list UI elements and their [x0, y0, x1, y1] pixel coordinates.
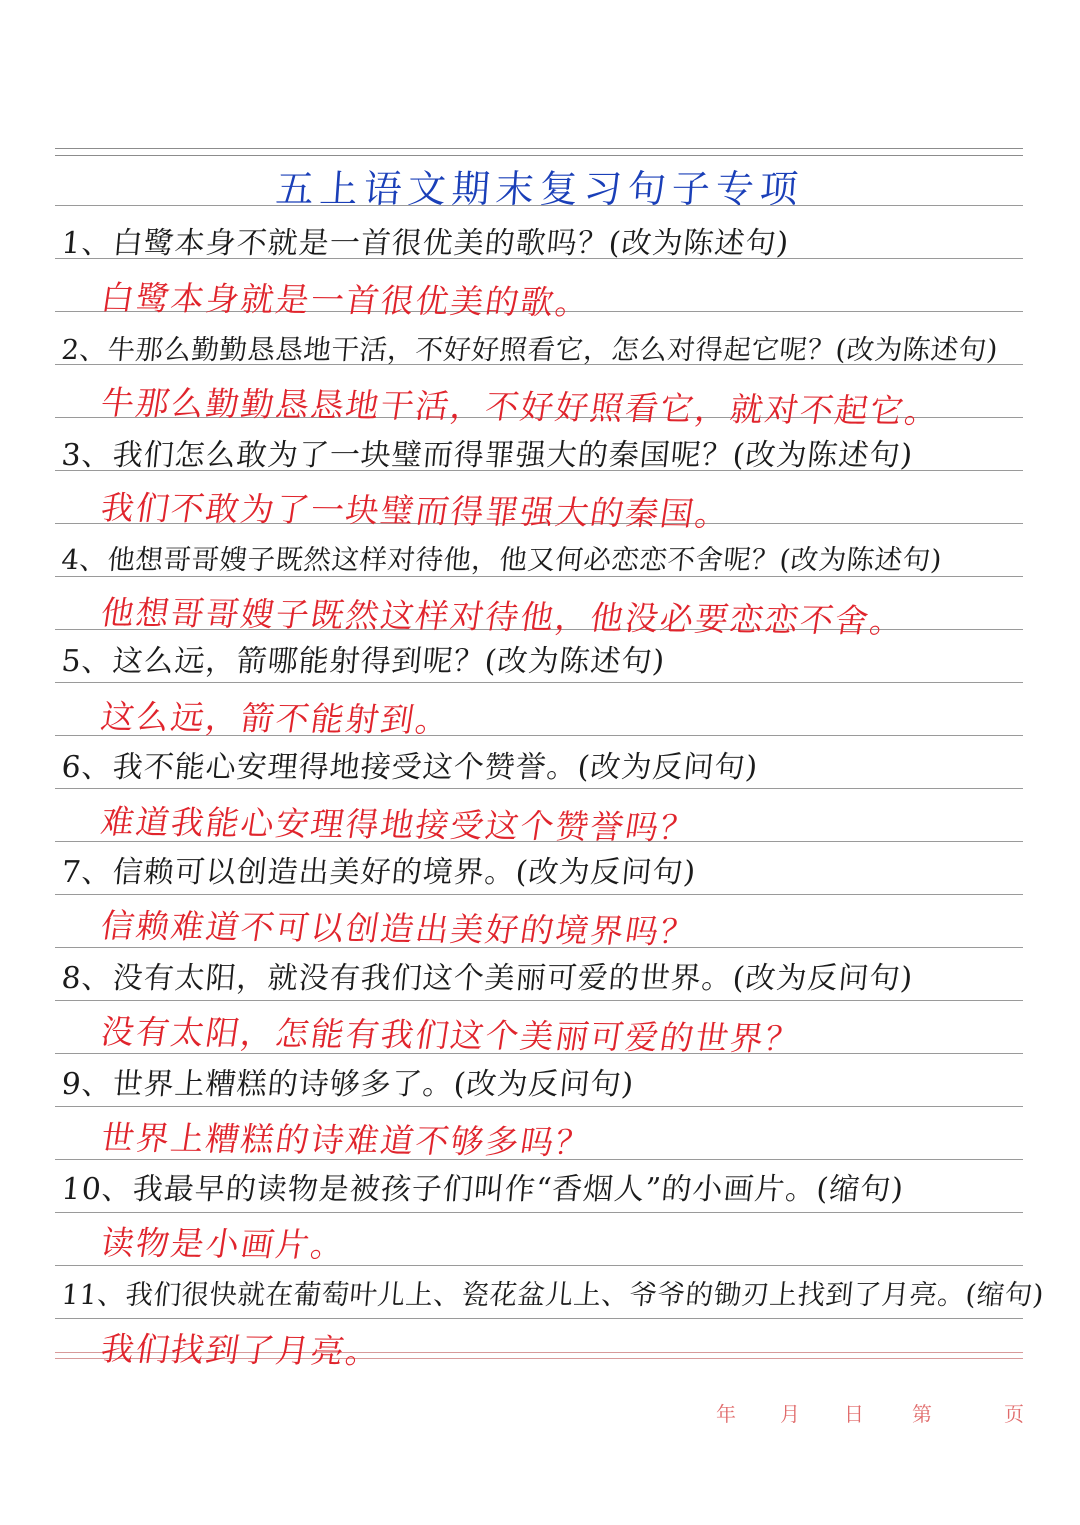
question-9: 9、世界上糟糕的诗够多了。(改为反问句)	[60, 1067, 636, 1102]
question-10: 10、我最早的读物是被孩子们叫作“香烟人”的小画片。(缩句)	[60, 1172, 906, 1207]
answer-2: 牛那么勤勤恳恳地干活，不好好照看它，就对不起它。	[98, 383, 943, 431]
answer-6: 难道我能心安理得地接受这个赞誉吗？	[98, 802, 699, 848]
question-3: 3、我们怎么敢为了一块璧而得罪强大的秦国呢？(改为陈述句)	[60, 438, 915, 473]
question-5: 5、这么远，箭哪能射得到呢？(改为陈述句)	[60, 644, 667, 679]
answer-5: 这么远，箭不能射到。	[98, 697, 454, 740]
top-rule	[55, 155, 1023, 156]
ruled-line	[55, 788, 1023, 789]
ruled-line	[55, 1212, 1023, 1213]
ruled-line	[55, 205, 1023, 206]
question-11: 11、我们很快就在葡萄叶儿上、瓷花盆儿上、爷爷的锄刃上找到了月亮。(缩句)	[60, 1279, 1046, 1311]
answer-11: 我们找到了月亮。	[98, 1329, 384, 1371]
ruled-line	[55, 1318, 1023, 1319]
question-7: 7、信赖可以创造出美好的境界。(改为反问句)	[60, 855, 698, 890]
answer-10: 读物是小画片。	[98, 1223, 349, 1265]
answer-3: 我们不敢为了一块璧而得罪强大的秦国。	[98, 488, 734, 534]
answer-4: 他想哥哥嫂子既然这样对待他，他没必要恋恋不舍。	[98, 593, 908, 641]
answer-9: 世界上糟糕的诗难道不够多吗？	[98, 1118, 594, 1163]
ruled-line	[55, 894, 1023, 895]
footer-page-suffix: 页	[1004, 1402, 1024, 1426]
footer-day: 日	[844, 1402, 864, 1426]
question-1: 1、白鹭本身不就是一首很优美的歌吗？(改为陈述句)	[60, 226, 791, 261]
question-4: 4、他想哥哥嫂子既然这样对待他，他又何必恋恋不舍呢？(改为陈述句)	[60, 544, 944, 576]
question-2: 2、牛那么勤勤恳恳地干活，不好好照看它，怎么对得起它呢？(改为陈述句)	[60, 334, 1000, 366]
question-6: 6、我不能心安理得地接受这个赞誉。(改为反问句)	[60, 750, 760, 785]
ruled-line	[55, 1265, 1023, 1266]
question-8: 8、没有太阳，就没有我们这个美丽可爱的世界。(改为反问句)	[60, 961, 915, 996]
footer-page-prefix: 第	[912, 1402, 932, 1426]
ruled-line	[55, 1106, 1023, 1107]
answer-1: 白鹭本身就是一首很优美的歌。	[98, 278, 594, 323]
top-rule	[55, 148, 1023, 149]
footer-month: 月	[780, 1402, 800, 1426]
footer-year: 年	[716, 1402, 736, 1426]
answer-7: 信赖难道不可以创造出美好的境界吗？	[98, 906, 699, 952]
page-title: 五上语文期末复习句子专项	[274, 167, 806, 211]
ruled-line	[55, 1000, 1023, 1001]
ruled-line	[55, 682, 1023, 683]
answer-8: 没有太阳，怎能有我们这个美丽可爱的世界？	[98, 1012, 804, 1059]
